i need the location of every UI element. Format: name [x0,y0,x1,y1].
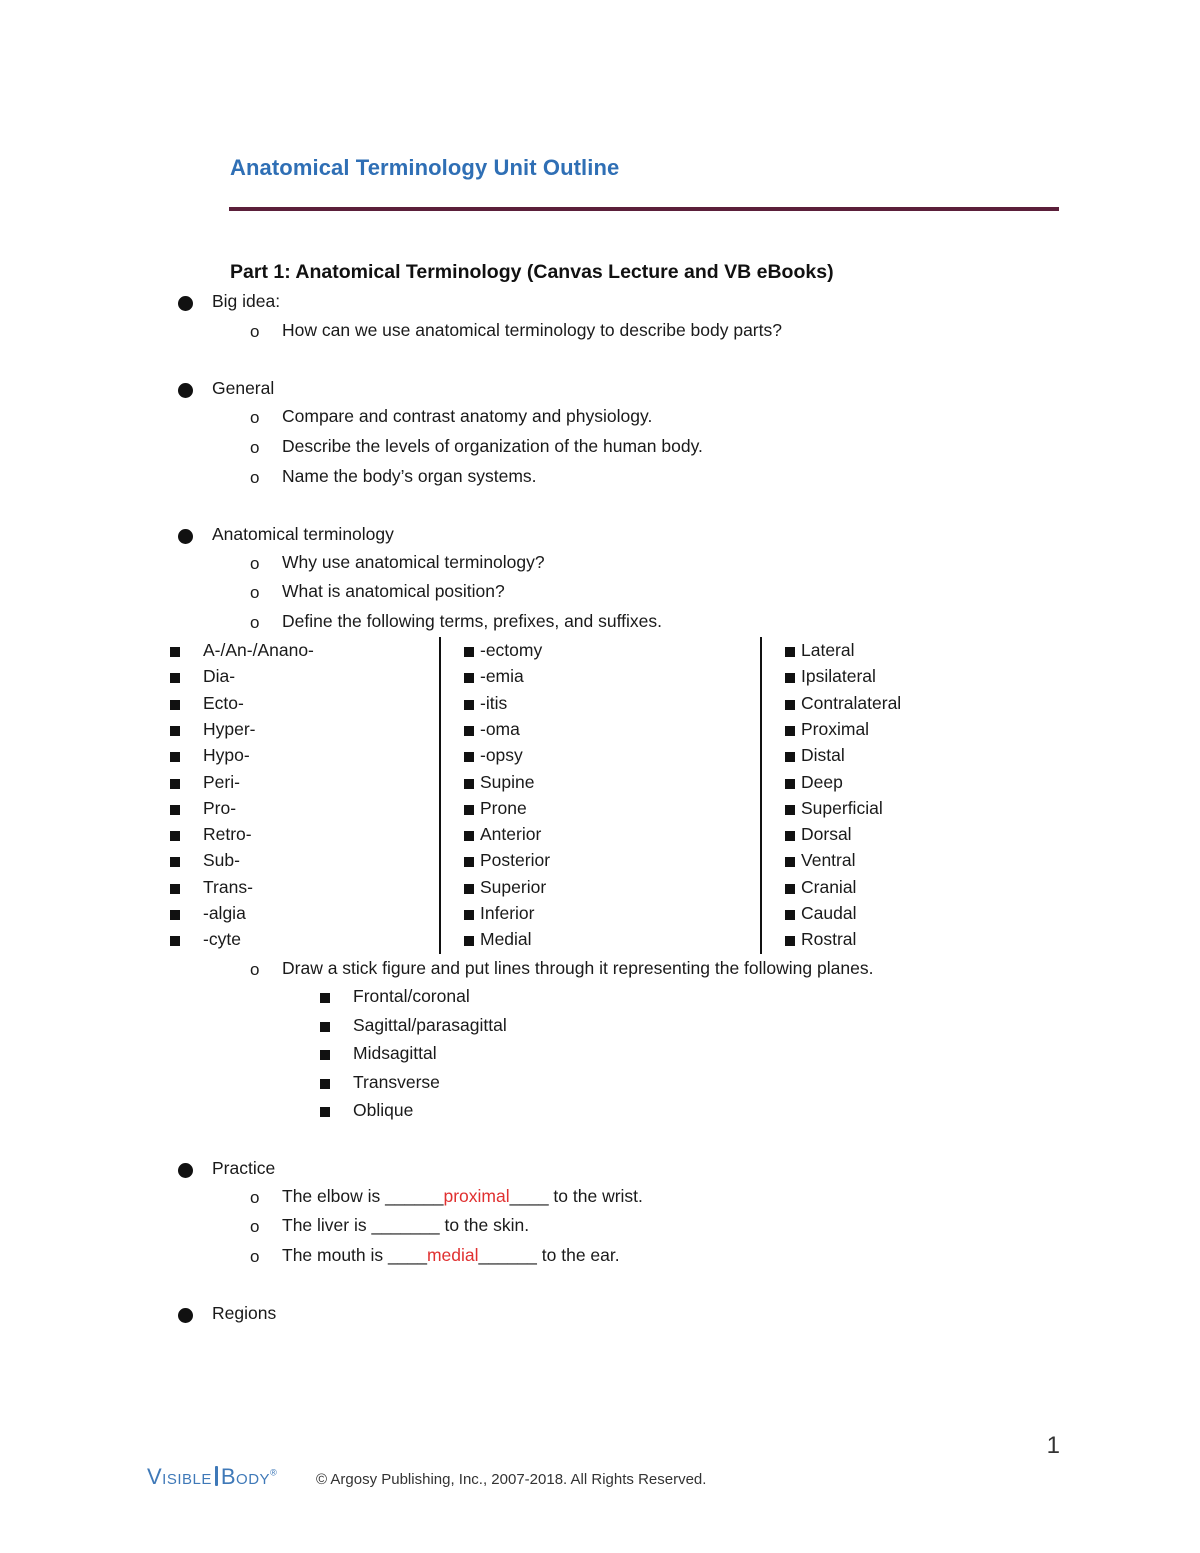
square-bullet-icon [785,857,795,867]
term-item: Posterior [480,850,551,871]
square-bullet-icon [785,779,795,789]
page-title: Anatomical Terminology Unit Outline [230,155,620,180]
term-item: -oma [480,718,520,739]
term-item: -opsy [480,745,523,766]
term-item: Proximal [801,718,870,739]
square-bullet-icon [170,726,180,736]
square-bullet-icon [170,647,180,657]
bullet-dot-icon [178,1308,193,1323]
list-item: Compare and contrast anatomy and physiology. [282,406,653,426]
part-title: Part 1: Anatomical Terminology (Canvas Lecture and VB eBooks) [230,261,834,283]
bullet-dot-icon [178,1163,193,1178]
square-bullet-icon [464,831,474,841]
bullet-dot-icon [178,383,193,398]
square-bullet-icon [464,910,474,920]
section-anatomical-terminology-label: Anatomical terminology [212,524,394,544]
square-bullet-icon [464,752,474,762]
term-item: -emia [480,666,524,687]
square-bullet-icon [785,726,795,736]
square-bullet-icon [320,1107,330,1117]
square-bullet-icon [170,700,180,710]
term-item: -ectomy [480,640,543,660]
term-item: Trans- [203,876,253,897]
square-bullet-icon [464,884,474,894]
list-item: Name the body’s organ systems. [282,466,537,486]
square-bullet-icon [464,936,474,946]
square-bullet-icon [170,779,180,789]
square-bullet-icon [785,884,795,894]
sub-bullet-marker: o [250,583,260,602]
term-item: Anterior [480,824,542,845]
term-item: Superficial [801,797,883,818]
column-divider [760,637,762,954]
square-bullet-icon [785,673,795,683]
planes-prompt: Draw a stick figure and put lines through it representing the following planes. [282,958,874,978]
term-item: Superior [480,876,547,897]
section-general-label: General [212,378,275,398]
answer-text: proximal [443,1186,510,1206]
copyright-text: © Argosy Publishing, Inc., 2007-2018. All Rights Reserved. [316,1471,707,1488]
question-text: The liver is _______ to the skin. [282,1215,530,1235]
practice-question-1 [282,1186,643,1207]
term-item: Pro- [203,797,237,818]
bullet-dot-icon [178,529,193,544]
visible-body-logo [147,1464,277,1490]
term-item: Rostral [801,929,857,950]
sub-bullet-marker: o [250,1217,260,1236]
term-item: Ventral [801,850,856,871]
square-bullet-icon [785,805,795,815]
square-bullet-icon [170,752,180,762]
square-bullet-icon [170,936,180,946]
term-item: Caudal [801,903,857,923]
column-divider [439,637,441,954]
square-bullet-icon [464,700,474,710]
section-practice-label: Practice [212,1158,276,1178]
plane-item: Transverse [353,1071,440,1092]
term-item: -algia [203,903,246,923]
sub-bullet-marker: o [250,960,260,979]
plane-item: Midsagittal [353,1043,437,1064]
plane-item: Frontal/coronal [353,986,470,1006]
term-item: Retro- [203,824,252,845]
term-item: Sub- [203,850,240,871]
square-bullet-icon [785,647,795,657]
term-item: Dorsal [801,824,852,845]
answer-text: medial [426,1245,479,1265]
square-bullet-icon [464,673,474,683]
title-divider [229,207,1059,211]
sub-bullet-marker: o [250,613,260,632]
registered-mark: ® [270,1467,278,1478]
question-text: The mouth is ____ [282,1245,427,1265]
square-bullet-icon [320,1022,330,1032]
term-item: -itis [480,692,508,713]
square-bullet-icon [785,700,795,710]
term-item: Hypo- [203,745,250,766]
logo-text: Body [220,1464,271,1489]
term-item: Medial [480,929,532,950]
practice-question-3 [282,1245,620,1266]
term-item: Hyper- [203,718,256,739]
square-bullet-icon [170,884,180,894]
list-item: How can we use anatomical terminology to describe body parts? [282,320,782,340]
square-bullet-icon [785,936,795,946]
term-item: Cranial [801,876,857,897]
term-item: Peri- [203,771,240,792]
question-text: The elbow is ______ [282,1186,444,1206]
question-text: ____ to the wrist. [509,1186,643,1206]
page-number: 1 [1046,1432,1060,1459]
term-item: A-/An-/Anano- [203,640,314,660]
term-item: Dia- [203,666,236,687]
sub-bullet-marker: o [250,1188,260,1207]
sub-bullet-marker: o [250,1247,260,1266]
square-bullet-icon [464,805,474,815]
term-item: Prone [480,797,527,818]
list-item: Why use anatomical terminology? [282,552,545,572]
square-bullet-icon [320,1079,330,1089]
question-text: ______ to the ear. [478,1245,620,1265]
term-item: Supine [480,771,535,792]
bullet-dot-icon [178,296,193,311]
square-bullet-icon [320,993,330,1003]
square-bullet-icon [320,1050,330,1060]
list-item: What is anatomical position? [282,581,505,601]
square-bullet-icon [170,910,180,920]
term-item: Lateral [801,640,855,660]
sub-bullet-marker: o [250,322,260,341]
sub-bullet-marker: o [250,438,260,457]
list-item: Define the following terms, prefixes, and suffixes. [282,611,663,631]
square-bullet-icon [170,857,180,867]
square-bullet-icon [464,779,474,789]
square-bullet-icon [785,831,795,841]
square-bullet-icon [170,805,180,815]
practice-question-2 [282,1215,529,1236]
sub-bullet-marker: o [250,408,260,427]
square-bullet-icon [170,673,180,683]
list-item: Describe the levels of organization of the human body. [282,436,703,456]
term-item: Inferior [480,903,535,923]
term-item: Deep [801,771,843,792]
section-regions-label: Regions [212,1303,277,1323]
plane-item: Sagittal/parasagittal [353,1014,507,1035]
section-big-idea-label: Big idea: [212,291,281,311]
sub-bullet-marker: o [250,554,260,573]
term-item: Ipsilateral [801,666,876,687]
square-bullet-icon [464,726,474,736]
term-item: Ecto- [203,692,244,713]
square-bullet-icon [464,857,474,867]
term-item: Distal [801,745,845,766]
logo-text: Visible [147,1464,212,1489]
plane-item: Oblique [353,1100,414,1121]
term-item: -cyte [203,929,241,950]
square-bullet-icon [464,647,474,657]
sub-bullet-marker: o [250,468,260,487]
square-bullet-icon [785,910,795,920]
square-bullet-icon [785,752,795,762]
square-bullet-icon [170,831,180,841]
logo-figure-icon [215,1466,218,1486]
term-item: Contralateral [801,692,902,713]
